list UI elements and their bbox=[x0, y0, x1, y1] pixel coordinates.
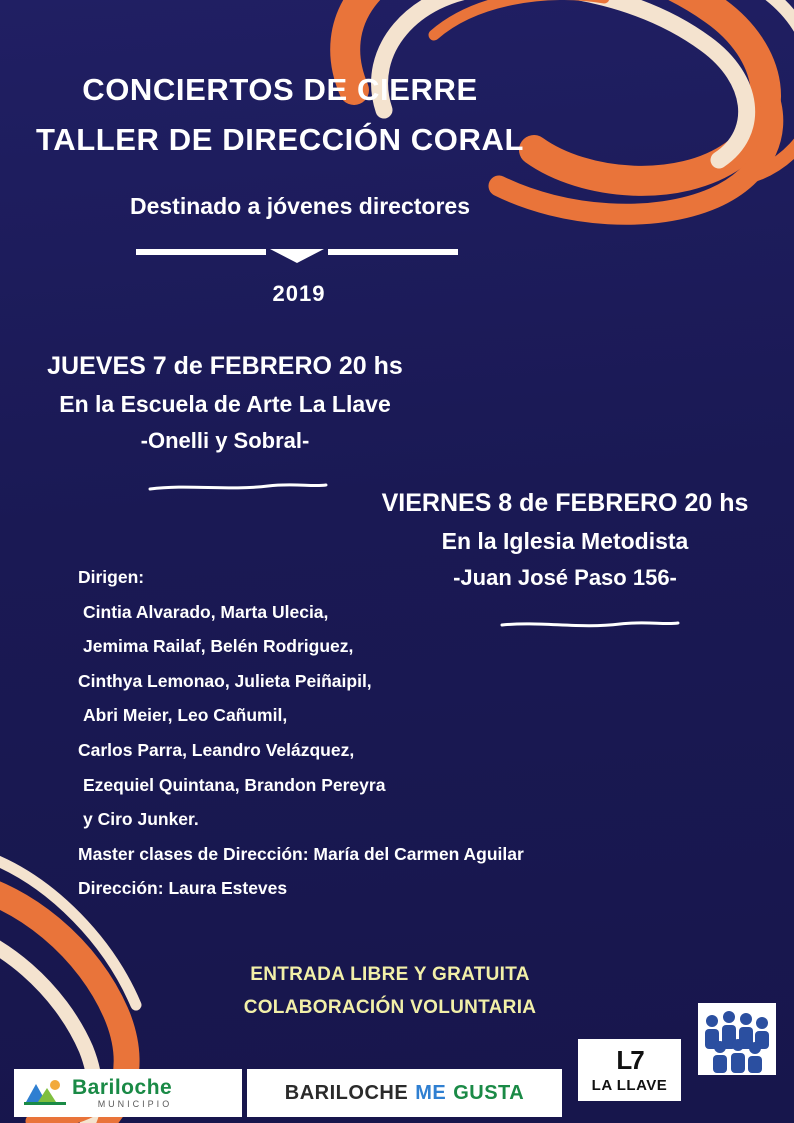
conductor-line: Abri Meier, Leo Cañumil, bbox=[83, 705, 288, 726]
credits-heading: Dirigen: bbox=[78, 567, 145, 587]
year-label: 2019 bbox=[272, 281, 326, 306]
megusta-word-2: ME bbox=[415, 1081, 447, 1104]
page-title bbox=[0, 74, 560, 155]
headline-line-1: CONCIERTOS DE CIERRE bbox=[82, 72, 478, 107]
direction-line: Dirección: Laura Esteves bbox=[78, 878, 288, 899]
bariloche-logo-subtitle: MUNICIPIO bbox=[97, 1099, 173, 1109]
conductor-line: Cintia Alvarado, Marta Ulecia, bbox=[83, 601, 329, 622]
logo-bariloche-municipio bbox=[14, 1069, 242, 1117]
logo-bariloche-me-gusta bbox=[247, 1069, 562, 1117]
conductor-line: Carlos Parra, Leandro Velázquez, bbox=[78, 739, 355, 760]
headline-line-2: TALLER DE DIRECCIÓN CORAL bbox=[35, 122, 525, 157]
logo-choir bbox=[698, 1003, 776, 1075]
conductor-line: Jemima Railaf, Belén Rodriguez, bbox=[83, 636, 354, 657]
conductor-line: Ezequiel Quintana, Brandon Pereyra bbox=[83, 774, 386, 795]
bariloche-logo-name: Bariloche bbox=[72, 1076, 173, 1099]
subtitle: Destinado a jóvenes directores bbox=[129, 193, 470, 219]
logo-la-llave bbox=[578, 1039, 681, 1101]
event-thursday-venue: En la Escuela de Arte La Llave bbox=[59, 391, 391, 417]
event-thursday-date: JUEVES 7 de FEBRERO 20 hs bbox=[47, 352, 403, 380]
event-thursday bbox=[0, 352, 450, 454]
event-friday-address: -Juan José Paso 156- bbox=[453, 565, 677, 590]
conductor-line: Cinthya Lemonao, Julieta Peiñaipil, bbox=[78, 670, 372, 691]
credits-block bbox=[78, 560, 524, 906]
divider-ornament-icon bbox=[136, 247, 458, 265]
masterclass-line: Master clases de Dirección: María del Carmen Aguilar bbox=[78, 843, 524, 864]
admission-line-1: ENTRADA LIBRE Y GRATUITA bbox=[250, 964, 530, 985]
admission-line-2: COLABORACIÓN VOLUNTARIA bbox=[243, 997, 537, 1018]
megusta-word-3: GUSTA bbox=[453, 1081, 525, 1104]
event-friday-venue: En la Iglesia Metodista bbox=[441, 528, 689, 554]
llave-logo-name: LA LLAVE bbox=[591, 1076, 668, 1094]
llave-glyph-icon: L7 bbox=[616, 1044, 643, 1075]
megusta-word-1: BARILOCHE bbox=[284, 1081, 409, 1104]
underline-thursday-icon bbox=[148, 482, 328, 494]
event-thursday-address: -Onelli y Sobral- bbox=[140, 428, 310, 453]
bariloche-mark-icon bbox=[24, 1076, 66, 1110]
conductor-line: y Ciro Junker. bbox=[83, 809, 199, 830]
underline-friday-icon bbox=[500, 619, 680, 631]
event-friday-date: VIERNES 8 de FEBRERO 20 hs bbox=[381, 489, 749, 517]
choir-figures-icon bbox=[698, 1003, 776, 1075]
admission-block bbox=[0, 958, 780, 1024]
